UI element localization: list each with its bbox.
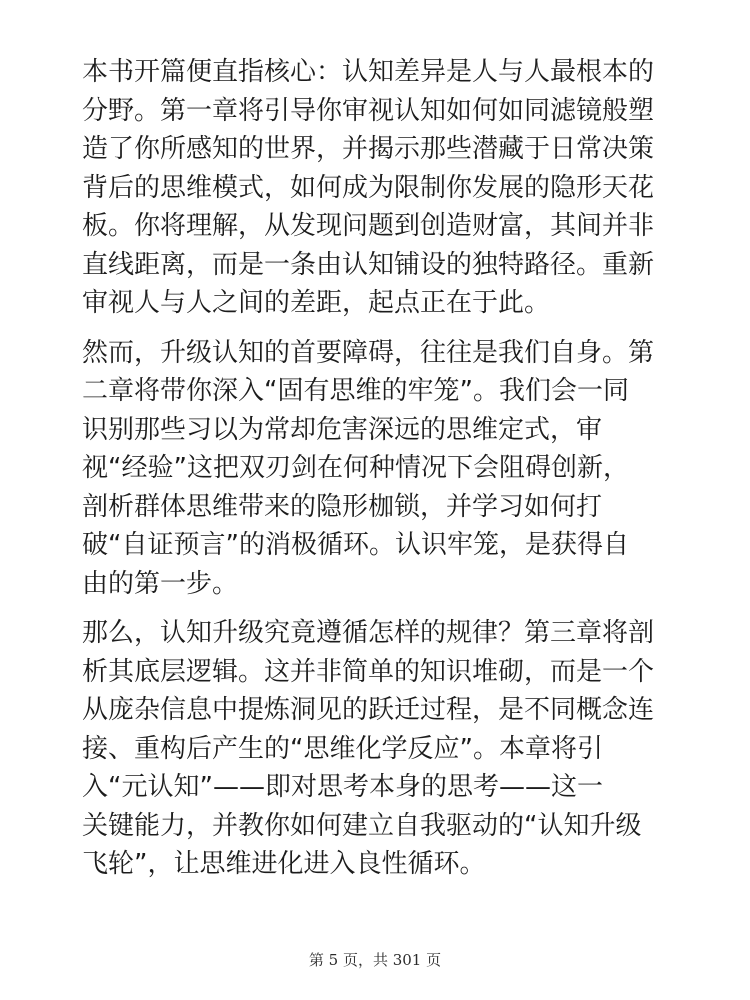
paragraph-1 — [82, 53, 672, 323]
text-line: 识别那些习以为常却危害深远的思维定式，审 — [82, 414, 603, 445]
text-line: 剖析群体思维带来的隐形枷锁，并学习如何打 — [82, 491, 603, 522]
text-line: 分野。第一章将引导你审视认知如何如同滤镜般塑 — [82, 95, 655, 126]
text-line: 本书开篇便直指核心：认知差异是人与人最根本的 — [82, 57, 655, 87]
paragraph-3 — [82, 614, 672, 884]
text-line: 造了你所感知的世界，并揭示那些潜藏于日常决策 — [82, 134, 655, 164]
text-line: 那么，认知升级究竟遵循怎样的规律？第三章将剖 — [82, 618, 655, 648]
text-line: 审视人与人之间的差距，起点正在于此。 — [82, 288, 551, 318]
page-number: 第 5 页，共 301 页 — [308, 951, 442, 969]
text-line: 二章将带你深入“固有思维的牢笼”。我们会一同 — [82, 376, 629, 406]
text-line: 入“元认知”——即对思考本身的思考——这一 — [82, 772, 603, 802]
text-line: 直线距离，而是一条由认知铺设的独特路径。重新 — [82, 249, 655, 280]
text-line: 视“经验”这把双刃剑在何种情况下会阻碍创新， — [82, 453, 629, 483]
text-line: 由的第一步。 — [82, 568, 239, 599]
text-line: 板。你将理解，从发现问题到创造财富，其间并非 — [82, 211, 655, 241]
text-line: 背后的思维模式，如何成为限制你发展的隐形天花 — [82, 172, 655, 203]
text-line: 从庞杂信息中提炼洞见的跃迁过程，是不同概念连 — [82, 695, 655, 725]
paragraph-2 — [82, 334, 672, 604]
text-line: 然而，升级认知的首要障碍，往往是我们自身。第 — [82, 337, 655, 368]
text-line: 接、重构后产生的“思维化学反应”。本章将引 — [82, 733, 603, 764]
body-text — [82, 53, 672, 895]
text-line: 破“自证预言”的消极循环。认识牢笼，是获得自 — [82, 530, 629, 560]
text-line: 飞轮”，让思维进化进入良性循环。 — [82, 849, 486, 879]
text-line: 析其底层逻辑。这并非简单的知识堆砌，而是一个 — [82, 656, 655, 687]
text-line: 关键能力，并教你如何建立自我驱动的“认知升级 — [82, 810, 642, 841]
